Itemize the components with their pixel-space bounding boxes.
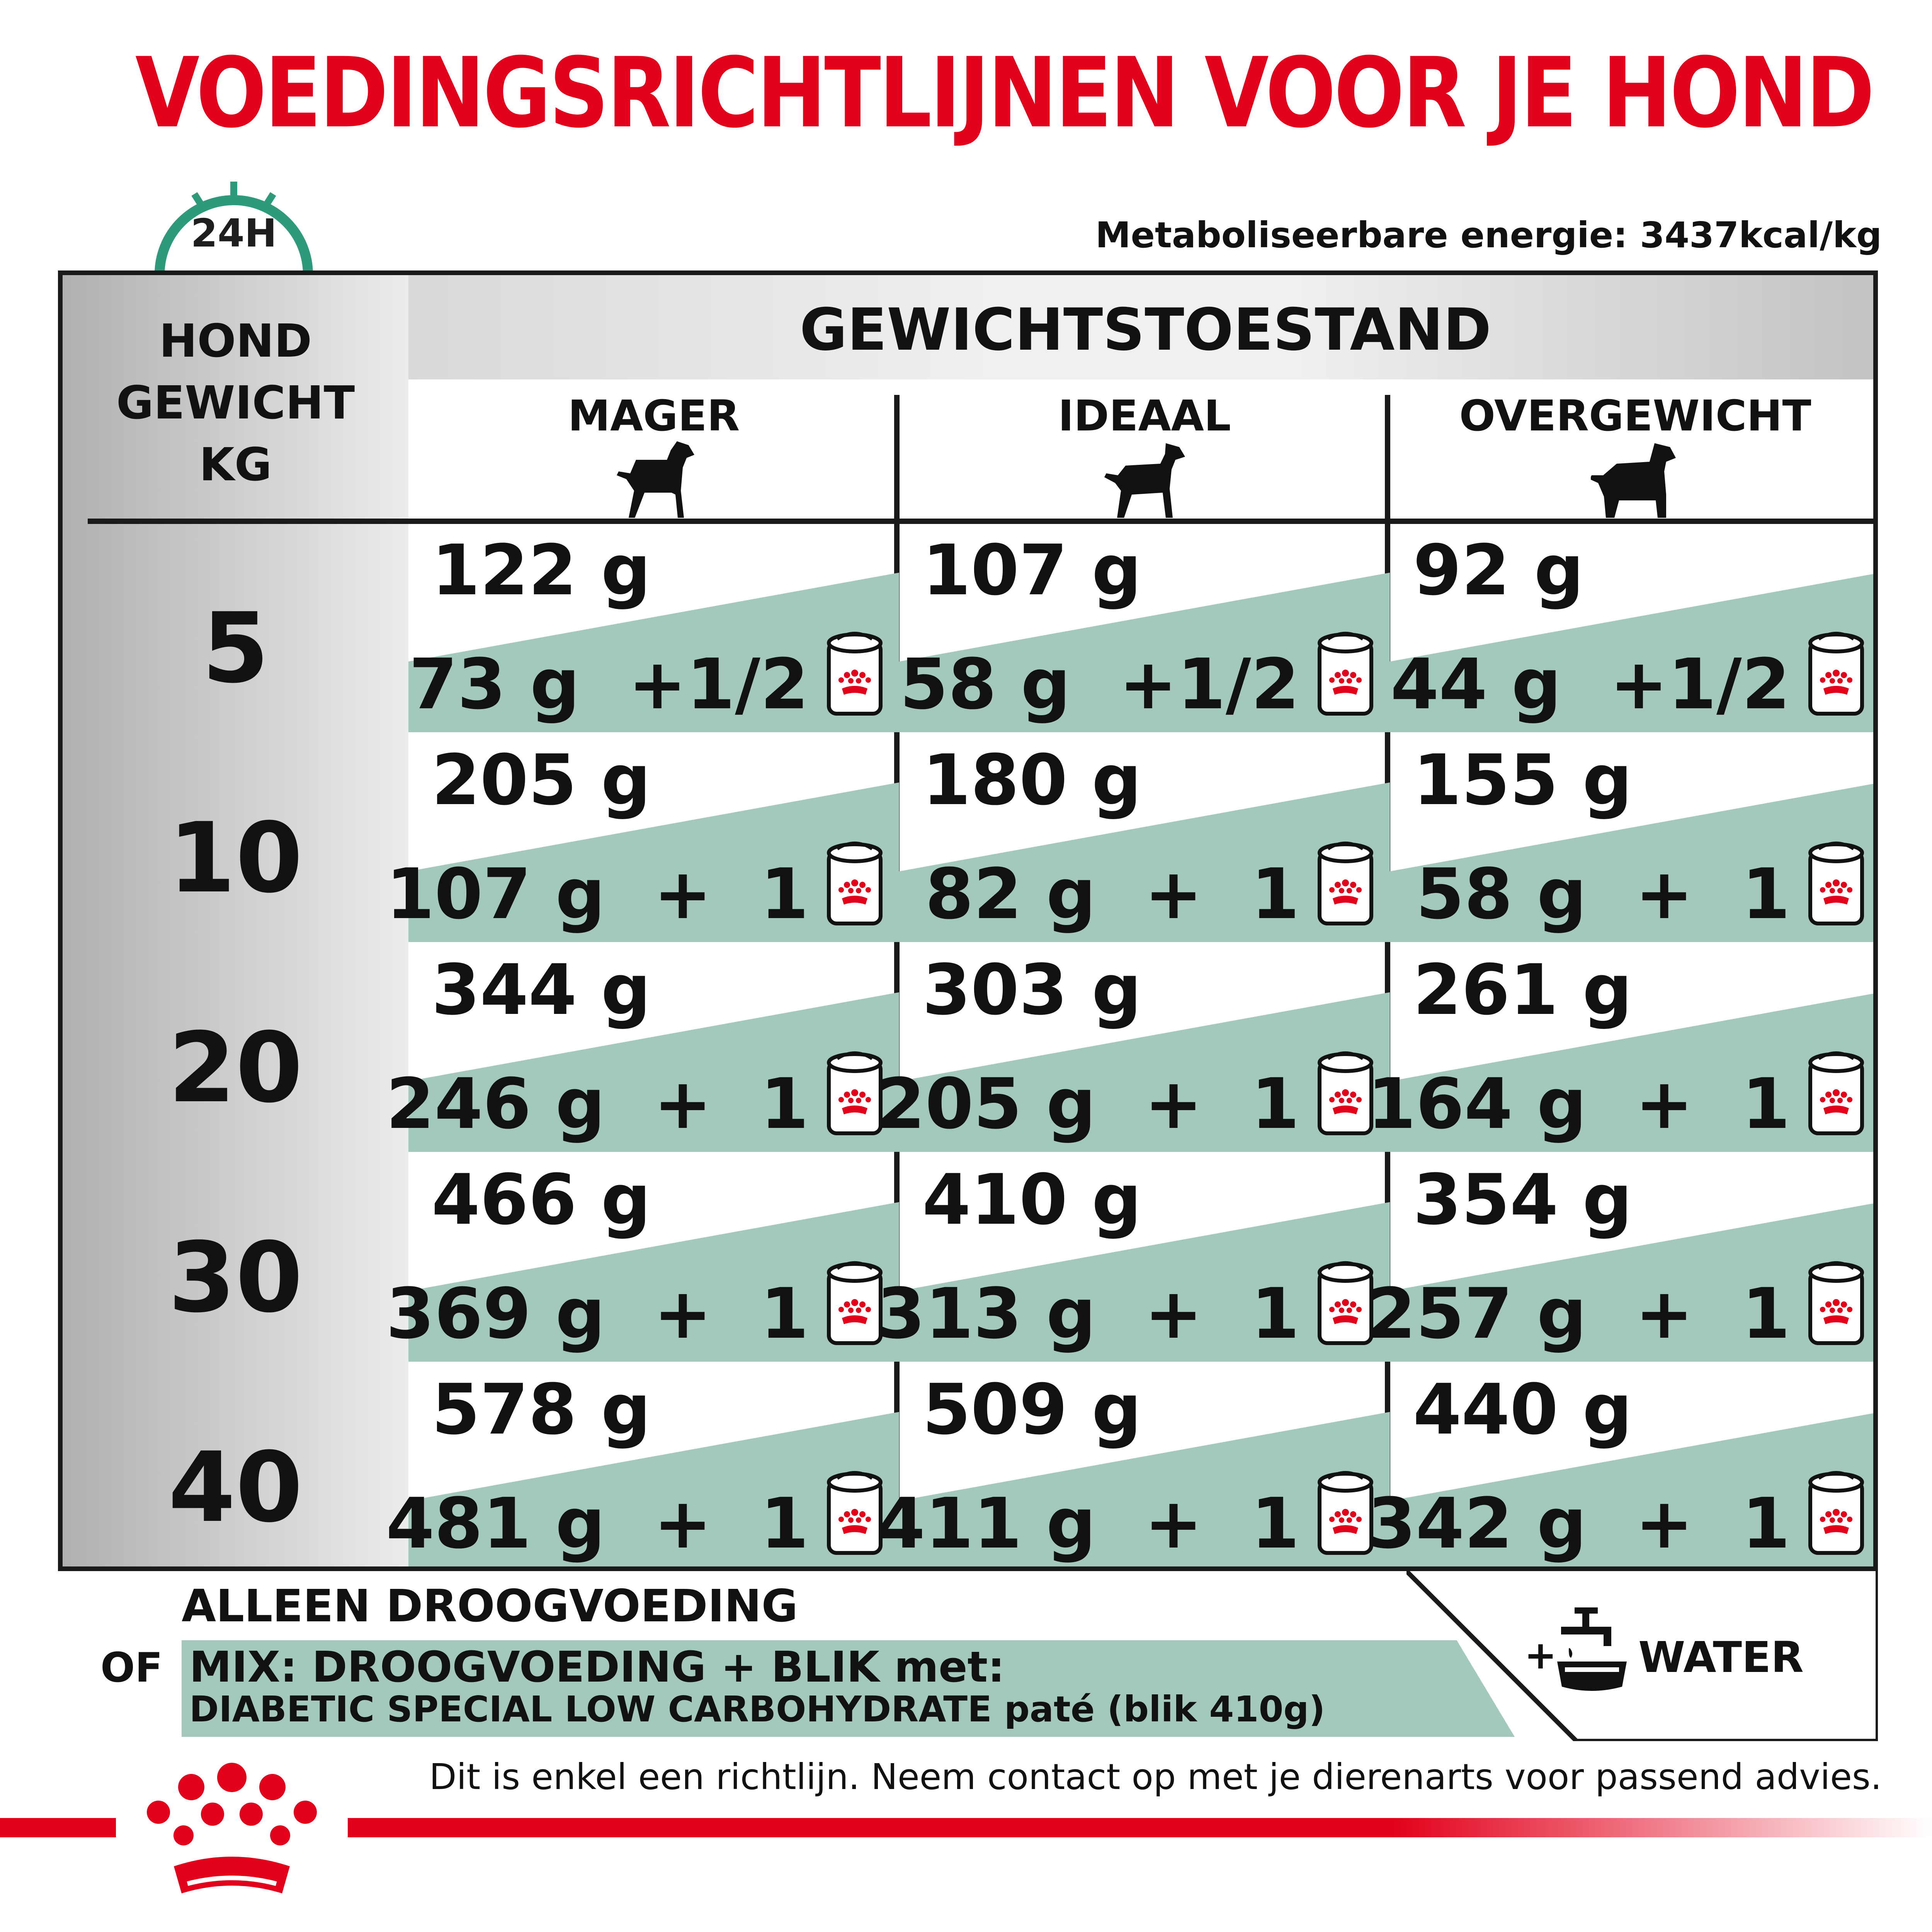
weight-state-header: GEWICHTSTOESTAND — [799, 296, 1492, 364]
col-header-ideal: IDEAAL — [1058, 391, 1231, 440]
mix-food-amount: 73 g +1/2 — [409, 644, 809, 725]
can-icon — [1807, 1470, 1865, 1557]
dry-food-amount: 205 g — [432, 740, 651, 821]
mix-food-amount: 107 g + 1 — [386, 854, 809, 935]
mix-food-amount: 342 g + 1 — [1367, 1483, 1790, 1564]
mix-food-amount: 411 g + 1 — [877, 1483, 1299, 1564]
dog-weight-value: 20 — [168, 1012, 303, 1124]
badge-24h-label: 24H — [190, 211, 277, 256]
dry-food-amount: 410 g — [922, 1160, 1142, 1240]
dry-only-label: ALLEEN DROOGVOEDING — [182, 1580, 798, 1632]
dry-food-amount: 180 g — [922, 740, 1142, 821]
mix-food-amount: 164 g + 1 — [1367, 1064, 1790, 1145]
mix-label: MIX: DROOGVOEDING + BLIK met: — [189, 1642, 1005, 1692]
can-icon — [1316, 1470, 1374, 1557]
can-icon — [1316, 1050, 1374, 1137]
mix-food-amount: 82 g + 1 — [925, 854, 1299, 935]
mix-food-amount: 257 g + 1 — [1367, 1274, 1790, 1354]
can-icon — [1807, 631, 1865, 718]
can-icon — [1807, 1260, 1865, 1347]
can-icon — [1316, 840, 1374, 927]
dog-weight-value: 5 — [202, 592, 269, 704]
page-title: VOEDINGSRICHTLIJNEN VOOR JE HOND — [135, 37, 1873, 149]
can-icon — [1316, 631, 1374, 718]
royal-canin-crown-logo — [116, 1750, 348, 1913]
can-icon — [826, 840, 884, 927]
can-icon — [1316, 1260, 1374, 1347]
can-icon — [826, 1260, 884, 1347]
dry-food-amount: 122 g — [432, 530, 651, 611]
dog-weight-header: HOND GEWICHT KG — [116, 314, 355, 491]
can-icon — [1807, 1050, 1865, 1137]
dry-food-amount: 578 g — [432, 1369, 651, 1450]
dry-food-amount: 107 g — [922, 530, 1142, 611]
can-icon — [1807, 840, 1865, 927]
can-icon — [826, 631, 884, 718]
mix-food-amount: 58 g +1/2 — [900, 644, 1299, 725]
feeding-table — [58, 270, 1878, 1571]
mix-food-amount: 369 g + 1 — [386, 1274, 809, 1354]
metabolizable-energy: Metaboliseerbare energie: 3437kcal/kg — [1095, 214, 1882, 256]
plus-sign: + — [1524, 1633, 1557, 1678]
can-icon — [826, 1050, 884, 1137]
dry-food-amount: 354 g — [1413, 1160, 1633, 1240]
mix-food-amount: 44 g +1/2 — [1390, 644, 1790, 725]
dry-food-amount: 261 g — [1413, 950, 1633, 1031]
mix-food-amount: 205 g + 1 — [877, 1064, 1299, 1145]
disclaimer: Dit is enkel een richtlijn. Neem contact op met je dierenarts voor passend advies. — [429, 1756, 1882, 1798]
water-tap-icon — [1553, 1604, 1631, 1696]
mix-food-amount: 246 g + 1 — [386, 1064, 809, 1145]
dry-food-amount: 92 g — [1413, 530, 1584, 611]
dry-food-amount: 303 g — [922, 950, 1142, 1031]
dry-food-amount: 440 g — [1413, 1369, 1633, 1450]
dry-food-amount: 466 g — [432, 1160, 651, 1240]
can-icon — [826, 1470, 884, 1557]
mix-food-amount: 313 g + 1 — [877, 1274, 1299, 1354]
dog-weight-value: 40 — [168, 1431, 303, 1544]
dog-weight-value: 30 — [168, 1221, 303, 1334]
or-label: OF — [100, 1644, 163, 1691]
water-label: WATER — [1638, 1633, 1804, 1682]
mix-food-amount: 481 g + 1 — [386, 1483, 809, 1564]
dry-food-amount: 509 g — [922, 1369, 1142, 1450]
dry-food-amount: 344 g — [432, 950, 651, 1031]
col-header-overweight: OVERGEWICHT — [1459, 391, 1811, 440]
dog-weight-value: 10 — [168, 802, 303, 914]
mix-food-amount: 58 g + 1 — [1416, 854, 1790, 935]
mix-product-label: DIABETIC SPECIAL LOW CARBOHYDRATE paté (blik 410g) — [189, 1689, 1325, 1730]
col-header-lean: MAGER — [568, 391, 740, 440]
dry-food-amount: 155 g — [1413, 740, 1633, 821]
